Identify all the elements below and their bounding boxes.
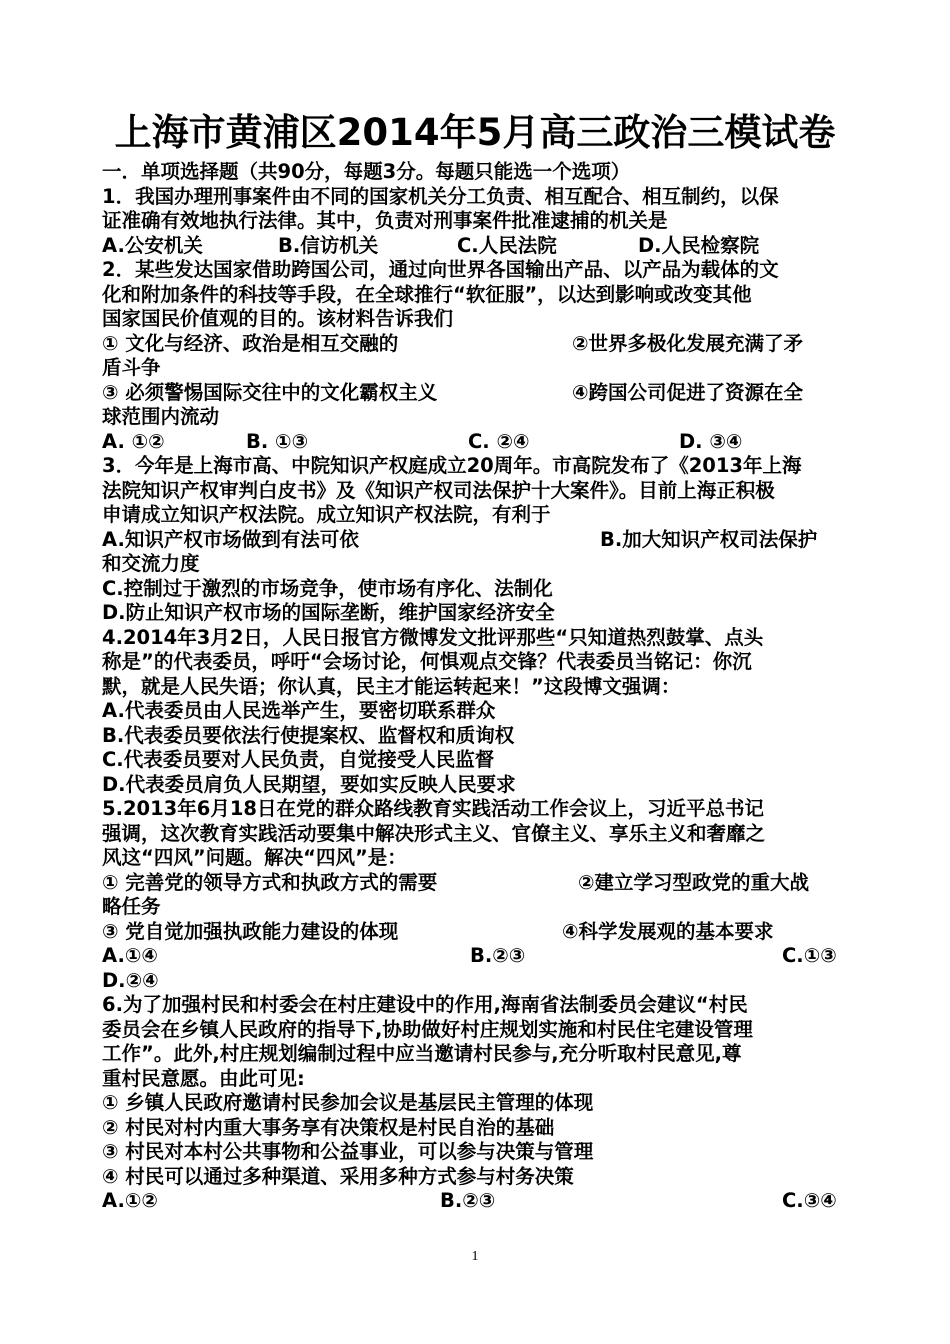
q2-item-2: ②世界多极化发展充满了矛 — [572, 331, 804, 355]
q4-option-b: B.代表委员要依法行使提案权、监督权和质询权 — [102, 723, 515, 747]
q6-stem-line: 6.为了加强村民和村委会在村庄建设中的作用,海南省法制委员会建议“村民 — [102, 993, 748, 1016]
q2-items-row — [102, 332, 854, 357]
q2-option-d: D. ③④ — [679, 429, 743, 453]
q3-option-d: D.防止知识产权市场的国际垄断，维护国家经济安全 — [102, 601, 555, 624]
q3-option-a: A.知识产权市场做到有法可依 — [102, 527, 359, 551]
q2-item-3: ③ 必须警惕国际交往中的文化霸权主义 — [102, 380, 438, 404]
q3-option-b-cont: 和交流力度 — [102, 552, 200, 575]
q5-options — [102, 944, 854, 969]
q5-item-2: ②建立学习型政党的重大战 — [578, 870, 810, 894]
q2-item-4-cont: 球范围内流动 — [102, 405, 220, 428]
q5-item-3: ③ 党自觉加强执政能力建设的体现 — [102, 919, 399, 943]
q6-item-2: ② 村民对村内重大事务享有决策权是村民自治的基础 — [102, 1115, 555, 1139]
q6-item-4: ④ 村民可以通过多种渠道、采用多种方式参与村务决策 — [102, 1164, 574, 1188]
q4-option-c: C.代表委员要对人民负责，自觉接受人民监督 — [102, 748, 495, 771]
q6-options — [102, 1189, 854, 1214]
q4-stem-line: 默，就是人民失语；你认真，民主才能运转起来！”这段博文强调： — [102, 674, 681, 698]
q3-stem-line: 申请成立知识产权法院。成立知识产权法院，有利于 — [102, 503, 551, 526]
q1-option-b: B.信访机关 — [278, 233, 379, 257]
q5-option-a: A.①④ — [102, 944, 158, 967]
q1-option-c: C.人民法院 — [457, 233, 557, 257]
q4-option-d: D.代表委员肩负人民期望，要如实反映人民要求 — [102, 772, 516, 796]
q5-items-row — [102, 871, 854, 896]
q1-option-a: A.公安机关 — [102, 233, 203, 257]
q2-options — [102, 430, 854, 455]
q2-stem-line: 2．某些发达国家借助跨国公司，通过向世界各国输出产品、以产品为载体的文 — [102, 258, 779, 281]
q1-option-d: D.人民检察院 — [638, 233, 760, 257]
q6-option-a: A.①② — [102, 1189, 158, 1212]
q5-item-2-cont: 略任务 — [102, 895, 161, 918]
q4-option-a: A.代表委员由人民选举产生，要密切联系群众 — [102, 699, 496, 722]
q2-items-row — [102, 381, 854, 406]
q6-stem-line: 工作”。此外,村庄规划编制过程中应当邀请村民参与,充分听取村民意见,尊 — [102, 1042, 742, 1065]
q3-option-c: C.控制过于激烈的市场竞争，使市场有序化、法制化 — [102, 576, 553, 600]
section-heading: 一．单项选择题（共90分，每题3分。每题只能选一个选项） — [102, 160, 631, 183]
q3-stem-line: 法院知识产权审判白皮书》及《知识产权司法保护十大案件》。目前上海正积极 — [102, 478, 775, 502]
q2-stem-line: 化和附加条件的科技等手段，在全球推行“软征服”，以达到影响或改变其他 — [102, 282, 752, 306]
q5-stem-line: 强调，这次教育实践活动要集中解决形式主义、官僚主义、享乐主义和奢靡之 — [102, 821, 766, 845]
q2-option-a: A. ①② — [102, 429, 165, 453]
q5-option-b: B.②③ — [470, 944, 526, 967]
q6-option-c: C.③④ — [782, 1189, 837, 1212]
q5-option-d: D.②④ — [102, 968, 159, 992]
q5-item-4: ④科学发展观的基本要求 — [562, 919, 774, 943]
q6-item-3: ③ 村民对本村公共事物和公益事业，可以参与决策与管理 — [102, 1140, 594, 1163]
q2-item-4: ④跨国公司促进了资源在全 — [572, 380, 804, 404]
q5-stem-line: 5.2013年6月18日在党的群众路线教育实践活动工作会议上，习近平总书记 — [102, 797, 764, 820]
q6-stem-line: 委员会在乡镇人民政府的指导下,协助做好村庄规划实施和村民住宅建设管理 — [102, 1017, 753, 1041]
document-title: 上海市黄浦区2014年5月高三政治三模试卷 — [114, 111, 836, 154]
q2-item-2-cont: 盾斗争 — [102, 356, 161, 379]
q5-items-row — [102, 920, 854, 945]
q5-stem-line: 风这“四风”问题。解决“四风”是： — [102, 846, 407, 869]
q6-item-1: ① 乡镇人民政府邀请村民参加会议是基层民主管理的体现 — [102, 1091, 594, 1114]
page-number: 1 — [471, 1249, 479, 1264]
q2-option-b: B. ①③ — [246, 429, 309, 453]
document-body — [102, 160, 854, 1214]
q4-stem-line: 称是”的代表委员，呼吁“会场讨论，何惧观点交锋？代表委员当铭记：你沉 — [102, 650, 752, 673]
q1-options — [102, 234, 854, 259]
q3-options-row — [102, 528, 854, 553]
q2-item-1: ① 文化与经济、政治是相互交融的 — [102, 331, 399, 355]
q1-stem-line: 证准确有效地执行法律。其中，负责对刑事案件批准逮捕的机关是 — [102, 209, 668, 232]
q6-stem-line: 重村民意愿。由此可见: — [102, 1066, 305, 1090]
q3-option-b: B.加大知识产权司法保护 — [600, 527, 818, 551]
q2-stem-line: 国家国民价值观的目的。该材料告诉我们 — [102, 307, 454, 330]
q4-stem-line: 4.2014年3月2日，人民日报官方微博发文批评那些“只知道热烈鼓掌、点头 — [102, 625, 764, 649]
q3-stem-line: 3．今年是上海市高、中院知识产权庭成立20周年。市高院发布了《2013年上海 — [102, 454, 802, 477]
q2-option-c: C. ②④ — [468, 429, 530, 453]
q1-stem-line: 1．我国办理刑事案件由不同的国家机关分工负责、相互配合、相互制约，以保 — [102, 184, 779, 208]
q5-option-c: C.①③ — [782, 944, 837, 967]
q6-option-b: B.②③ — [440, 1189, 496, 1212]
q5-item-1: ① 完善党的领导方式和执政方式的需要 — [102, 870, 438, 894]
